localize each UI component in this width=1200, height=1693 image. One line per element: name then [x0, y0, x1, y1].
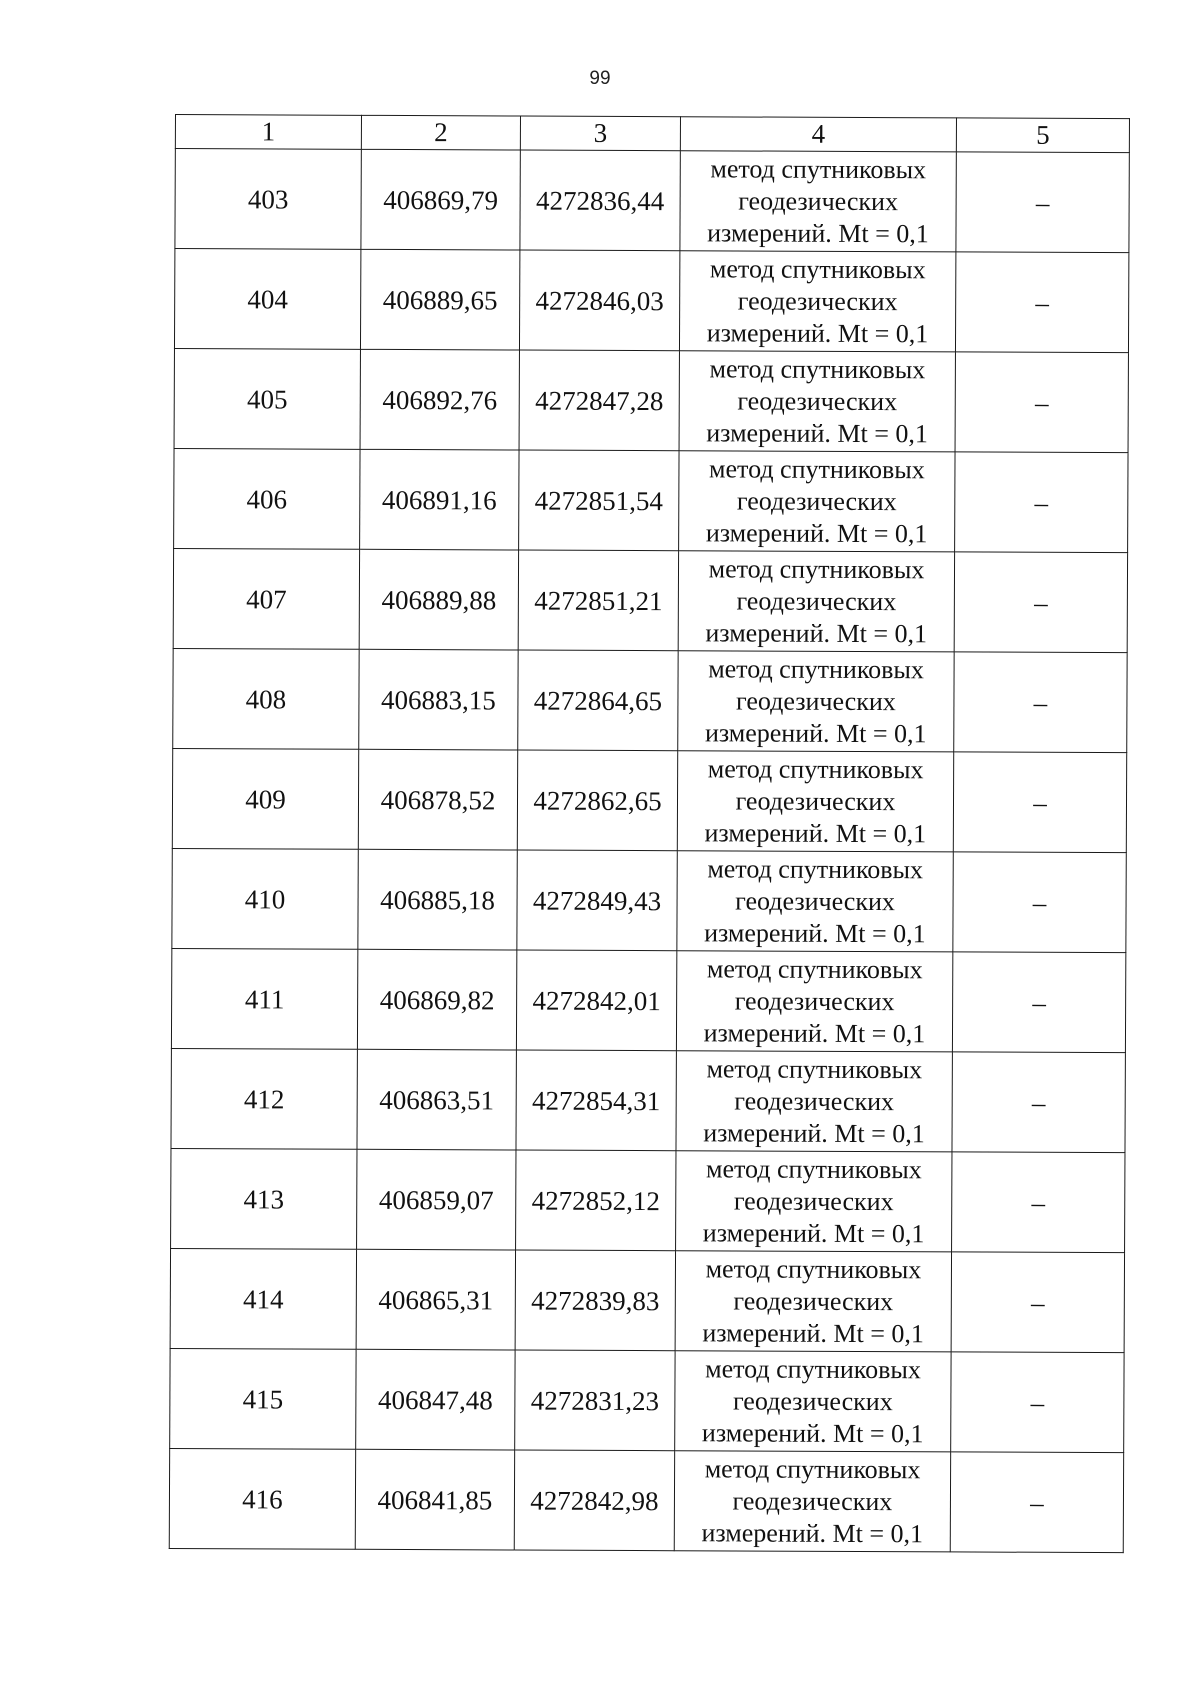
table-row — [169, 1448, 1123, 1552]
header-row — [175, 115, 1129, 153]
note-cell: – — [953, 752, 1126, 853]
note-cell: – — [955, 352, 1128, 453]
point-number-cell: 413 — [171, 1148, 357, 1249]
y-coordinate-cell: 4272842,98 — [514, 1450, 674, 1551]
table-row — [170, 1248, 1124, 1352]
y-coordinate-cell: 4272849,43 — [517, 850, 677, 951]
point-number-cell: 407 — [173, 548, 359, 649]
point-number-cell: 411 — [171, 948, 357, 1049]
x-coordinate-cell: 406883,15 — [359, 649, 518, 750]
method-cell: метод спутниковых геодезических измерений. Mt = 0,1 — [675, 1251, 951, 1352]
table-row — [172, 848, 1126, 952]
table-body — [169, 149, 1129, 1553]
column-header-1: 1 — [175, 115, 361, 150]
point-number-cell: 408 — [173, 648, 359, 749]
table-row — [172, 748, 1126, 852]
table-row — [174, 249, 1128, 353]
column-header-4: 4 — [680, 117, 956, 152]
column-header-2: 2 — [361, 115, 520, 150]
point-number-cell: 412 — [171, 1048, 357, 1149]
method-cell: метод спутниковых геодезических измерений. Mt = 0,1 — [676, 951, 952, 1052]
point-number-cell: 415 — [170, 1348, 356, 1449]
y-coordinate-cell: 4272839,83 — [515, 1250, 675, 1351]
note-cell: – — [955, 452, 1128, 553]
x-coordinate-cell: 406885,18 — [358, 849, 517, 950]
note-cell: – — [952, 952, 1125, 1053]
method-cell: метод спутниковых геодезических измерений. Mt = 0,1 — [676, 1151, 952, 1252]
note-cell: – — [953, 852, 1126, 953]
y-coordinate-cell: 4272836,44 — [520, 150, 680, 251]
y-coordinate-cell: 4272831,23 — [515, 1350, 675, 1451]
x-coordinate-cell: 406847,48 — [356, 1349, 515, 1450]
point-number-cell: 406 — [174, 448, 360, 549]
table-header — [175, 115, 1129, 153]
table-row — [171, 948, 1125, 1052]
page-number: 99 — [589, 68, 611, 89]
note-cell: – — [952, 1052, 1125, 1153]
x-coordinate-cell: 406859,07 — [357, 1149, 516, 1250]
y-coordinate-cell: 4272842,01 — [516, 950, 676, 1051]
y-coordinate-cell: 4272851,21 — [518, 550, 678, 651]
point-number-cell: 409 — [172, 748, 358, 849]
method-cell: метод спутниковых геодезических измерений. Mt = 0,1 — [677, 751, 953, 852]
point-number-cell: 410 — [172, 848, 358, 949]
table-row — [173, 648, 1127, 752]
table-row — [170, 1348, 1124, 1452]
table-row — [173, 548, 1127, 652]
note-cell: – — [954, 652, 1127, 753]
x-coordinate-cell: 406869,82 — [357, 949, 516, 1050]
point-number-cell: 416 — [169, 1448, 355, 1549]
y-coordinate-cell: 4272852,12 — [516, 1150, 676, 1251]
x-coordinate-cell: 406889,65 — [360, 249, 519, 350]
method-cell: метод спутниковых геодезических измерений. Mt = 0,1 — [676, 1051, 952, 1152]
x-coordinate-cell: 406889,88 — [359, 549, 518, 650]
y-coordinate-cell: 4272862,65 — [517, 750, 677, 851]
method-cell: метод спутниковых геодезических измерений. Mt = 0,1 — [679, 451, 955, 552]
table-row — [175, 149, 1129, 253]
point-number-cell: 414 — [170, 1248, 356, 1349]
y-coordinate-cell: 4272854,31 — [516, 1050, 676, 1151]
method-cell: метод спутниковых геодезических измерений. Mt = 0,1 — [679, 351, 955, 452]
method-cell: метод спутниковых геодезических измерений. Mt = 0,1 — [675, 1351, 951, 1452]
y-coordinate-cell: 4272846,03 — [519, 250, 679, 351]
table-row — [171, 1048, 1125, 1152]
note-cell: – — [954, 552, 1127, 653]
note-cell: – — [955, 252, 1128, 353]
note-cell: – — [951, 1252, 1124, 1353]
method-cell: метод спутниковых геодезических измерений. Mt = 0,1 — [679, 251, 955, 352]
y-coordinate-cell: 4272864,65 — [518, 650, 678, 751]
x-coordinate-cell: 406841,85 — [355, 1449, 514, 1550]
table-row — [174, 448, 1128, 552]
x-coordinate-cell: 406865,31 — [356, 1249, 515, 1350]
note-cell: – — [952, 1152, 1125, 1253]
x-coordinate-cell: 406892,76 — [360, 349, 519, 450]
method-cell: метод спутниковых геодезических измерений. Mt = 0,1 — [674, 1451, 950, 1552]
x-coordinate-cell: 406878,52 — [358, 749, 517, 850]
note-cell: – — [950, 1452, 1123, 1553]
column-header-5: 5 — [956, 118, 1129, 153]
y-coordinate-cell: 4272851,54 — [519, 450, 679, 551]
coordinates-table — [169, 114, 1130, 1553]
table-row — [174, 348, 1128, 452]
point-number-cell: 404 — [174, 249, 360, 350]
x-coordinate-cell: 406891,16 — [360, 449, 519, 550]
column-header-3: 3 — [520, 116, 680, 151]
method-cell: метод спутниковых геодезических измерений. Mt = 0,1 — [677, 851, 953, 952]
point-number-cell: 405 — [174, 348, 360, 449]
method-cell: метод спутниковых геодезических измерений. Mt = 0,1 — [678, 551, 954, 652]
method-cell: метод спутниковых геодезических измерений. Mt = 0,1 — [680, 151, 956, 252]
note-cell: – — [951, 1352, 1124, 1453]
y-coordinate-cell: 4272847,28 — [519, 350, 679, 451]
table-row — [171, 1148, 1125, 1252]
method-cell: метод спутниковых геодезических измерений. Mt = 0,1 — [678, 651, 954, 752]
x-coordinate-cell: 406863,51 — [357, 1049, 516, 1150]
x-coordinate-cell: 406869,79 — [361, 149, 520, 250]
point-number-cell: 403 — [175, 149, 361, 250]
note-cell: – — [956, 152, 1129, 253]
